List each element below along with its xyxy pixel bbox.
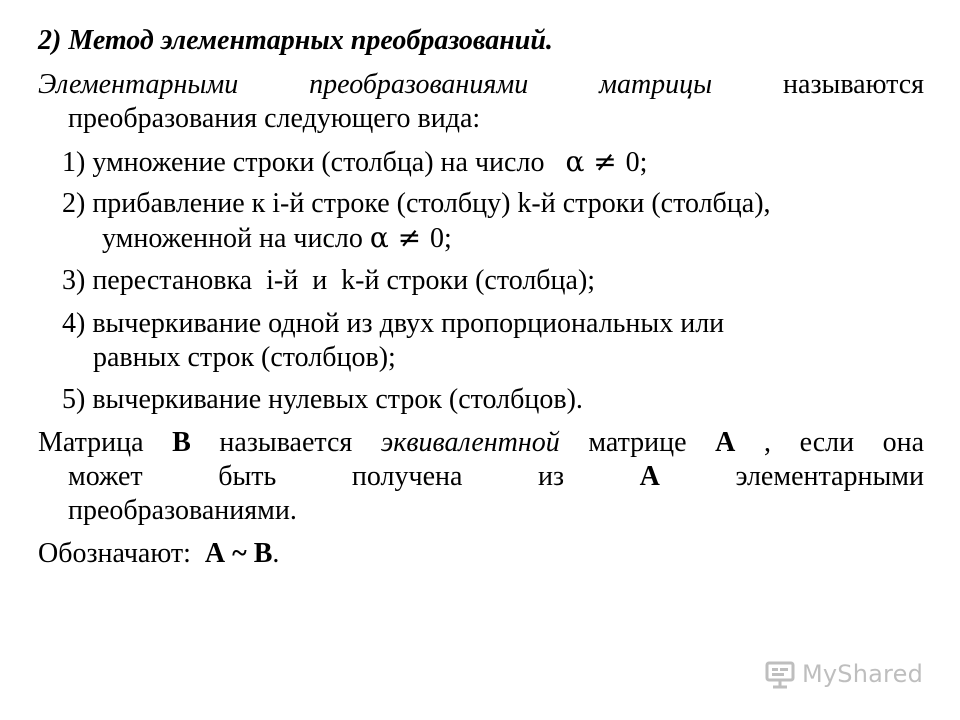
slide-heading: 2) Метод элементарных преобразований. [38, 25, 553, 56]
intro-word: называются [783, 69, 925, 100]
equiv-word: получена [351, 461, 463, 492]
alpha-neq-symbol: α ≠ [369, 221, 431, 254]
notation-line [38, 537, 279, 571]
equiv-word: может [68, 461, 143, 492]
list-item-text: умноженной на число [102, 223, 363, 254]
presentation-icon [764, 658, 796, 690]
equiv-line-2 [68, 460, 924, 494]
equiv-word: , [763, 427, 771, 458]
equiv-word: элементарными [735, 461, 924, 492]
intro-word: Элементарными [38, 69, 239, 100]
list-item-4-continuation: равных строк (столбцов); [93, 342, 396, 373]
watermark [764, 652, 926, 696]
equiv-word: быть [218, 461, 277, 492]
intro-line-1 [38, 68, 924, 102]
matrix-a: А [639, 461, 660, 492]
list-item-tail: 0; [430, 223, 452, 254]
alpha-neq-symbol: α ≠ [565, 145, 626, 178]
list-item-3: 3) перестановка i-й и k-й строки (столбца); [62, 265, 596, 296]
intro-word: матрицы [599, 69, 713, 100]
watermark-text: MyShared [802, 660, 924, 688]
equiv-line-1 [38, 426, 924, 460]
notation-expr: А ~ В [204, 538, 273, 569]
list-item-5: 5) вычеркивание нулевых строк (столбцов). [62, 384, 583, 415]
list-item-4: 4) вычеркивание одной из двух пропорциональных или [62, 308, 725, 339]
equiv-word: матрице [588, 427, 687, 458]
list-item-1 [62, 145, 647, 180]
notation-end: . [272, 538, 280, 569]
matrix-a: А [715, 427, 736, 458]
equiv-word: из [538, 461, 565, 492]
list-item-2-continuation [102, 221, 452, 256]
list-item-2: 2) прибавление к i-й строке (столбцу) k-й строки (столбца), [62, 188, 771, 219]
intro-word: преобразованиями [309, 69, 529, 100]
equiv-word: Матрица [38, 427, 144, 458]
matrix-b: В [172, 427, 191, 458]
equiv-word: эквивалентной [380, 427, 560, 458]
list-item-tail: 0; [625, 147, 648, 178]
intro-line-2: преобразования следующего вида: [68, 103, 481, 134]
equiv-line-3: преобразованиями. [68, 495, 297, 526]
notation-label: Обозначают: [38, 538, 191, 569]
equiv-word: если [799, 427, 855, 458]
equiv-word: она [882, 427, 925, 458]
list-item-text: 1) умножение строки (столбца) на число [62, 147, 545, 178]
equiv-word: называется [219, 427, 353, 458]
